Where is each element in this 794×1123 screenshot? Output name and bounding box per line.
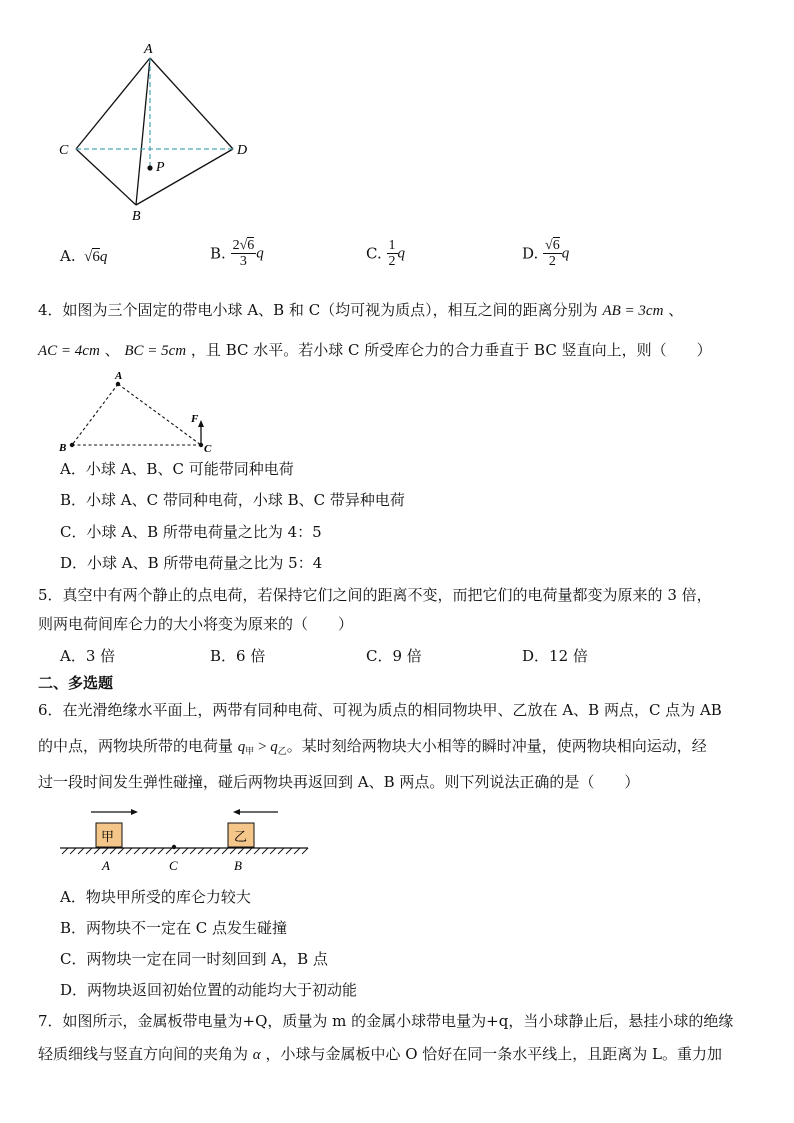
point-p-dot bbox=[147, 165, 152, 170]
q7-line1: 7．如图所示，金属板带电量为+Q，质量为 m 的金属小球带电量为+q，当小球静止后，悬挂小球的绝缘 bbox=[38, 1012, 734, 1030]
q5-option-c: C．9 倍 bbox=[366, 647, 422, 665]
section-title-multi-choice: 二、多选题 bbox=[38, 674, 114, 692]
label-d: D bbox=[237, 143, 248, 158]
svg-text:A: A bbox=[115, 370, 123, 382]
q4-option-c: C．小球 A、B 所带电荷量之比为 4：5 bbox=[60, 523, 322, 541]
q7-line2: 轻质细线与竖直方向间的夹角为 α ，小球与金属板中心 O 恰好在同一条水平线上，且距离为 L。重力加 bbox=[38, 1045, 723, 1063]
q3-option-d: D. $\frac{√6}{2}$ q bbox=[522, 238, 570, 269]
q3-option-c: C. $\frac{1}{2}$ q bbox=[366, 238, 405, 269]
q5-line1: 5．真空中有两个静止的点电荷，若保持它们之间的距离不变，而把它们的电荷量都变为原来的 3 倍， bbox=[38, 586, 712, 604]
svg-text:B: B bbox=[59, 442, 67, 454]
svg-text:A: A bbox=[102, 858, 110, 873]
q3-option-a: A. √6q bbox=[60, 247, 108, 265]
q6-blocks-figure bbox=[58, 800, 318, 878]
svg-text:F: F bbox=[191, 413, 199, 425]
svg-text:C: C bbox=[204, 443, 212, 455]
q6-option-a: A．物块甲所受的库仑力较大 bbox=[60, 888, 251, 906]
q6-line1: 6．在光滑绝缘水平面上，两带有同种电荷、可视为质点的相同物块甲、乙放在 A、B 两点，C 点为 AB bbox=[38, 701, 722, 719]
q6-option-d: D．两物块返回初始位置的动能均大于初动能 bbox=[60, 981, 358, 999]
q4-triangle-figure bbox=[55, 366, 225, 458]
q5-line2: 则两电荷间库仑力的大小将变为原来的（ ） bbox=[38, 615, 354, 633]
label-c: C bbox=[59, 143, 69, 158]
label-a: A bbox=[144, 42, 153, 57]
svg-text:B: B bbox=[234, 858, 242, 873]
q4-line2: AC = 4cm 、 BC = 5cm ，且 BC 水平。若小球 C 所受库仑力的合力垂直于 BC 竖直向上，则（ ） bbox=[38, 341, 712, 359]
q5-option-b: B．6 倍 bbox=[210, 647, 266, 665]
q5-option-a: A．3 倍 bbox=[60, 647, 116, 665]
label-b: B bbox=[132, 209, 141, 224]
q6-option-c: C．两物块一定在同一时刻回到 A，B 点 bbox=[60, 950, 328, 968]
svg-text:C: C bbox=[169, 858, 178, 873]
q4-option-d: D．小球 A、B 所带电荷量之比为 5：4 bbox=[60, 554, 323, 572]
q5-option-d: D．12 倍 bbox=[522, 647, 588, 665]
q4-line1: 4．如图为三个固定的带电小球 A、B 和 C（均可视为质点），相互之间的距离分别为 AB = 3cm 、 bbox=[38, 301, 684, 319]
tetrahedron-figure bbox=[50, 36, 260, 226]
q6-option-b: B．两物块不一定在 C 点发生碰撞 bbox=[60, 919, 288, 937]
q4-option-b: B．小球 A、C 带同种电荷，小球 B、C 带异种电荷 bbox=[60, 491, 405, 509]
label-p: P bbox=[156, 160, 165, 175]
q6-line2: 的中点，两物块所带的电荷量 $q_甲 > q_乙$。某时刻给两物块大小相等的瞬时冲量，使两物块相向运动，经 bbox=[38, 737, 707, 757]
q4-option-a: A．小球 A、B、C 可能带同种电荷 bbox=[60, 460, 294, 478]
q6-line3: 过一段时间发生弹性碰撞，碰后两物块再返回到 A、B 两点。则下列说法正确的是（ ） bbox=[38, 773, 640, 791]
q3-option-b: B. $\frac{2√6}{3}$ q bbox=[210, 238, 264, 269]
svg-text:甲: 甲 bbox=[101, 830, 115, 845]
svg-text:乙: 乙 bbox=[234, 830, 248, 845]
